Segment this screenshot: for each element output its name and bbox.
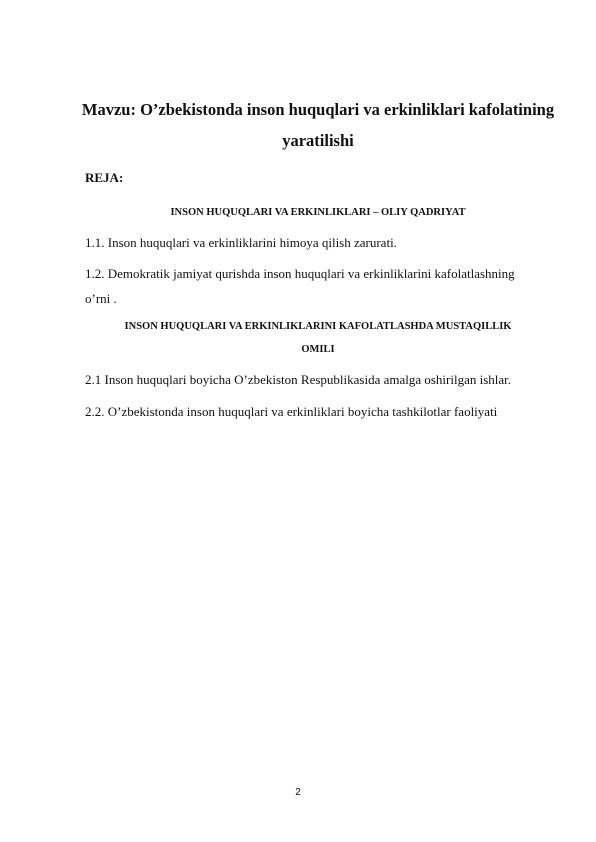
section-2-heading-line-1: INSON HUQUQLARI VA ERKINLIKLARINI KAFOLATLASHDA MUSTAQILLIK <box>124 321 512 332</box>
plan-item-1-2-line-2: o’rni . <box>85 291 117 306</box>
document-title-line-2: yaratilishi <box>282 131 354 150</box>
plan-item-1-2-line-1: 1.2. Demokratik jamiyat qurishda inson huquqlari va erkinliklarini kafolatlashning <box>85 266 515 281</box>
page-number: 2 <box>295 787 301 798</box>
plan-label: REJA: <box>85 170 124 185</box>
section-2-heading-line-2: OMILI <box>301 344 335 355</box>
plan-item-1-1: 1.1. Inson huquqlari va erkinliklarini himoya qilish zarurati. <box>85 235 397 250</box>
plan-item-2-2: 2.2. O’zbekistonda inson huquqlari va erkinliklari boyicha tashkilotlar faoliyati <box>85 404 498 419</box>
document-title-line-1: Mavzu: O’zbekistonda inson huquqlari va erkinliklari kafolatining <box>81 100 555 119</box>
plan-item-2-1: 2.1 Inson huquqlari boyicha O’zbekiston Respublikasida amalga oshirilgan ishlar. <box>85 372 512 387</box>
section-1-heading: INSON HUQUQLARI VA ERKINLIKLARI – OLIY QADRIYAT <box>170 207 466 218</box>
